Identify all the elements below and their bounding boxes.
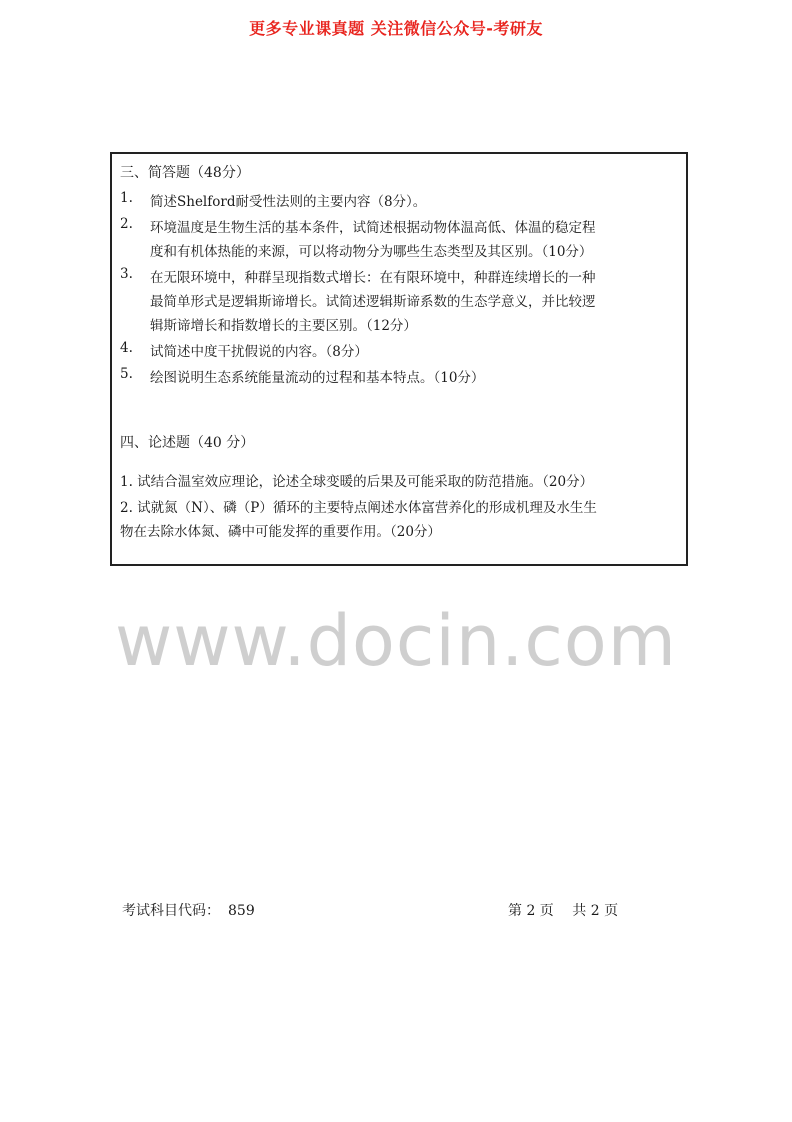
question-3-line-1: 在无限环境中，种群呈现指数式增长：在有限环境中，种群连续增长的一种 [150,270,596,286]
question-3-number: 3. [120,266,133,282]
exam-code-value: 859 [228,903,255,919]
watermark: www.docin.com [115,600,677,682]
question-2-line-1: 环境温度是生物生活的基本条件，试简述根据动物体温高低、体温的稳定程 [150,220,596,236]
question-4-number: 4. [120,340,133,356]
exam-question-box [110,152,688,566]
essay-line-3: 物在去除水体氮、磷中可能发挥的重要作用。（20分） [120,524,441,540]
exam-code-label: 考试科目代码： [122,903,220,919]
question-2-number: 2. [120,216,133,232]
question-2-line-2: 度和有机体热能的来源，可以将动物分为哪些生态类型及其区别。（10分） [150,244,593,260]
question-3-line-2: 最简单形式是逻辑斯谛增长。试简述逻辑斯谛系数的生态学意义，并比较逻 [150,294,596,310]
question-1-number: 1. [120,190,133,206]
question-5-line-1: 绘图说明生态系统能量流动的过程和基本特点。（10分） [150,370,485,386]
question-4-line-1: 试简述中度干扰假说的内容。（8分） [150,344,368,360]
promo-banner: 更多专业课真题 关注微信公众号-考研友 [249,19,543,38]
exam-code [122,900,255,920]
essay-line-2: 2. 试就氮（N）、磷（P）循环的主要特点阐述水体富营养化的形成机理及水生生 [120,500,597,516]
essay-line-1: 1. 试结合温室效应理论，论述全球变暖的后果及可能采取的防范措施。（20分） [120,474,594,490]
page-info: 第 2 页 共 2 页 [508,903,619,919]
question-1-line-1: 简述Shelford耐受性法则的主要内容（8分）。 [150,194,427,210]
section-4-title: 四、论述题（40 分） [120,435,255,451]
question-5-number: 5. [120,366,133,382]
question-3-line-3: 辑斯谛增长和指数增长的主要区别。（12分） [150,318,417,334]
section-3-title: 三、简答题（48分） [120,165,250,181]
